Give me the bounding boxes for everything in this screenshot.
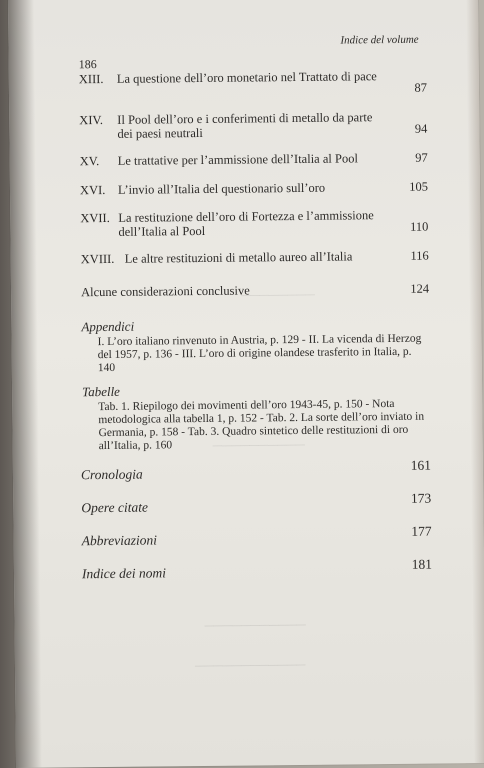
show-through-text: ──────── ────────── ─────────── ──────────── <box>194 286 315 674</box>
chapter-page: 97 <box>415 150 428 165</box>
section-row <box>81 490 432 517</box>
appendici-heading: Appendici <box>81 318 135 335</box>
chapter-title: L’invio all’Italia del questionario sull’oro <box>117 180 326 197</box>
tabelle-heading: Tabelle <box>82 383 120 400</box>
section-row <box>81 523 432 550</box>
book-page <box>8 0 484 768</box>
page-number: 186 <box>78 57 97 72</box>
section-title: Abbreviazioni <box>81 532 157 549</box>
toc-row <box>79 179 429 198</box>
chapter-page: 110 <box>410 219 429 234</box>
toc-row <box>80 208 429 239</box>
section-page: 177 <box>411 523 432 539</box>
chapter-page: 94 <box>414 121 428 136</box>
chapter-number: XVII. <box>80 210 110 226</box>
toc-row <box>79 110 428 141</box>
chapter-title: Le altre restituzioni di metallo aureo all’Italia <box>124 249 353 266</box>
section-title: Cronologia <box>80 466 143 483</box>
appendici-body: I. L’oro italiano rinvenuto in Austria, p. 129 - II. La vicenda di Herzog del 1957, p. 136 - III. L’oro di origine olandese trasferito in Italia, p. 140 <box>97 332 422 375</box>
chapter-page: 116 <box>410 248 429 263</box>
chapter-title: Il Pool dell’oro e i conferimenti di metallo da parte dei paesi neutrali <box>117 110 373 141</box>
chapter-title: Le trattative per l’ammissione dell’Italia al Pool <box>117 151 358 168</box>
chapter-number: XIV. <box>79 113 104 128</box>
conclusive-row <box>81 282 429 301</box>
section-title: Opere citate <box>81 499 149 516</box>
table-of-contents <box>8 0 484 768</box>
section-title: Indice dei nomi <box>81 565 167 582</box>
chapter-page: 87 <box>414 80 428 95</box>
tabelle-body: Tab. 1. Riepilogo dei movimenti dell’oro 1943-45, p. 150 - Nota metodologica alla tabella 1, p. 152 - Tab. 2. La sorte dell’oro inviato in Germania, p. 158 - Tab. 3. Quadro sintetico delle restituzioni di oro all’Italia, p. 160 <box>98 397 425 453</box>
chapter-title: La restituzione dell’oro di Fortezza e l’ammissione dell’Italia al Pool <box>118 208 374 239</box>
conclusive-page: 124 <box>410 281 430 296</box>
chapter-title: La questione dell’oro monetario nel Trattato di pace <box>116 69 377 86</box>
section-row <box>80 457 431 484</box>
chapter-number: XIII. <box>78 72 104 87</box>
chapter-page: 105 <box>409 179 429 194</box>
chapter-number: XVIII. <box>80 251 115 267</box>
toc-row <box>80 248 429 267</box>
running-head: Indice del volume <box>340 33 419 47</box>
toc-row <box>79 150 428 169</box>
section-page: 181 <box>411 556 433 572</box>
chapter-number: XVI. <box>79 182 106 198</box>
section-row <box>81 556 433 583</box>
section-page: 161 <box>410 457 431 473</box>
toc-row <box>78 69 428 95</box>
chapter-number: XV. <box>79 154 100 169</box>
section-page: 173 <box>410 490 432 506</box>
conclusive-title: Alcune considerazioni conclusive <box>80 283 250 300</box>
